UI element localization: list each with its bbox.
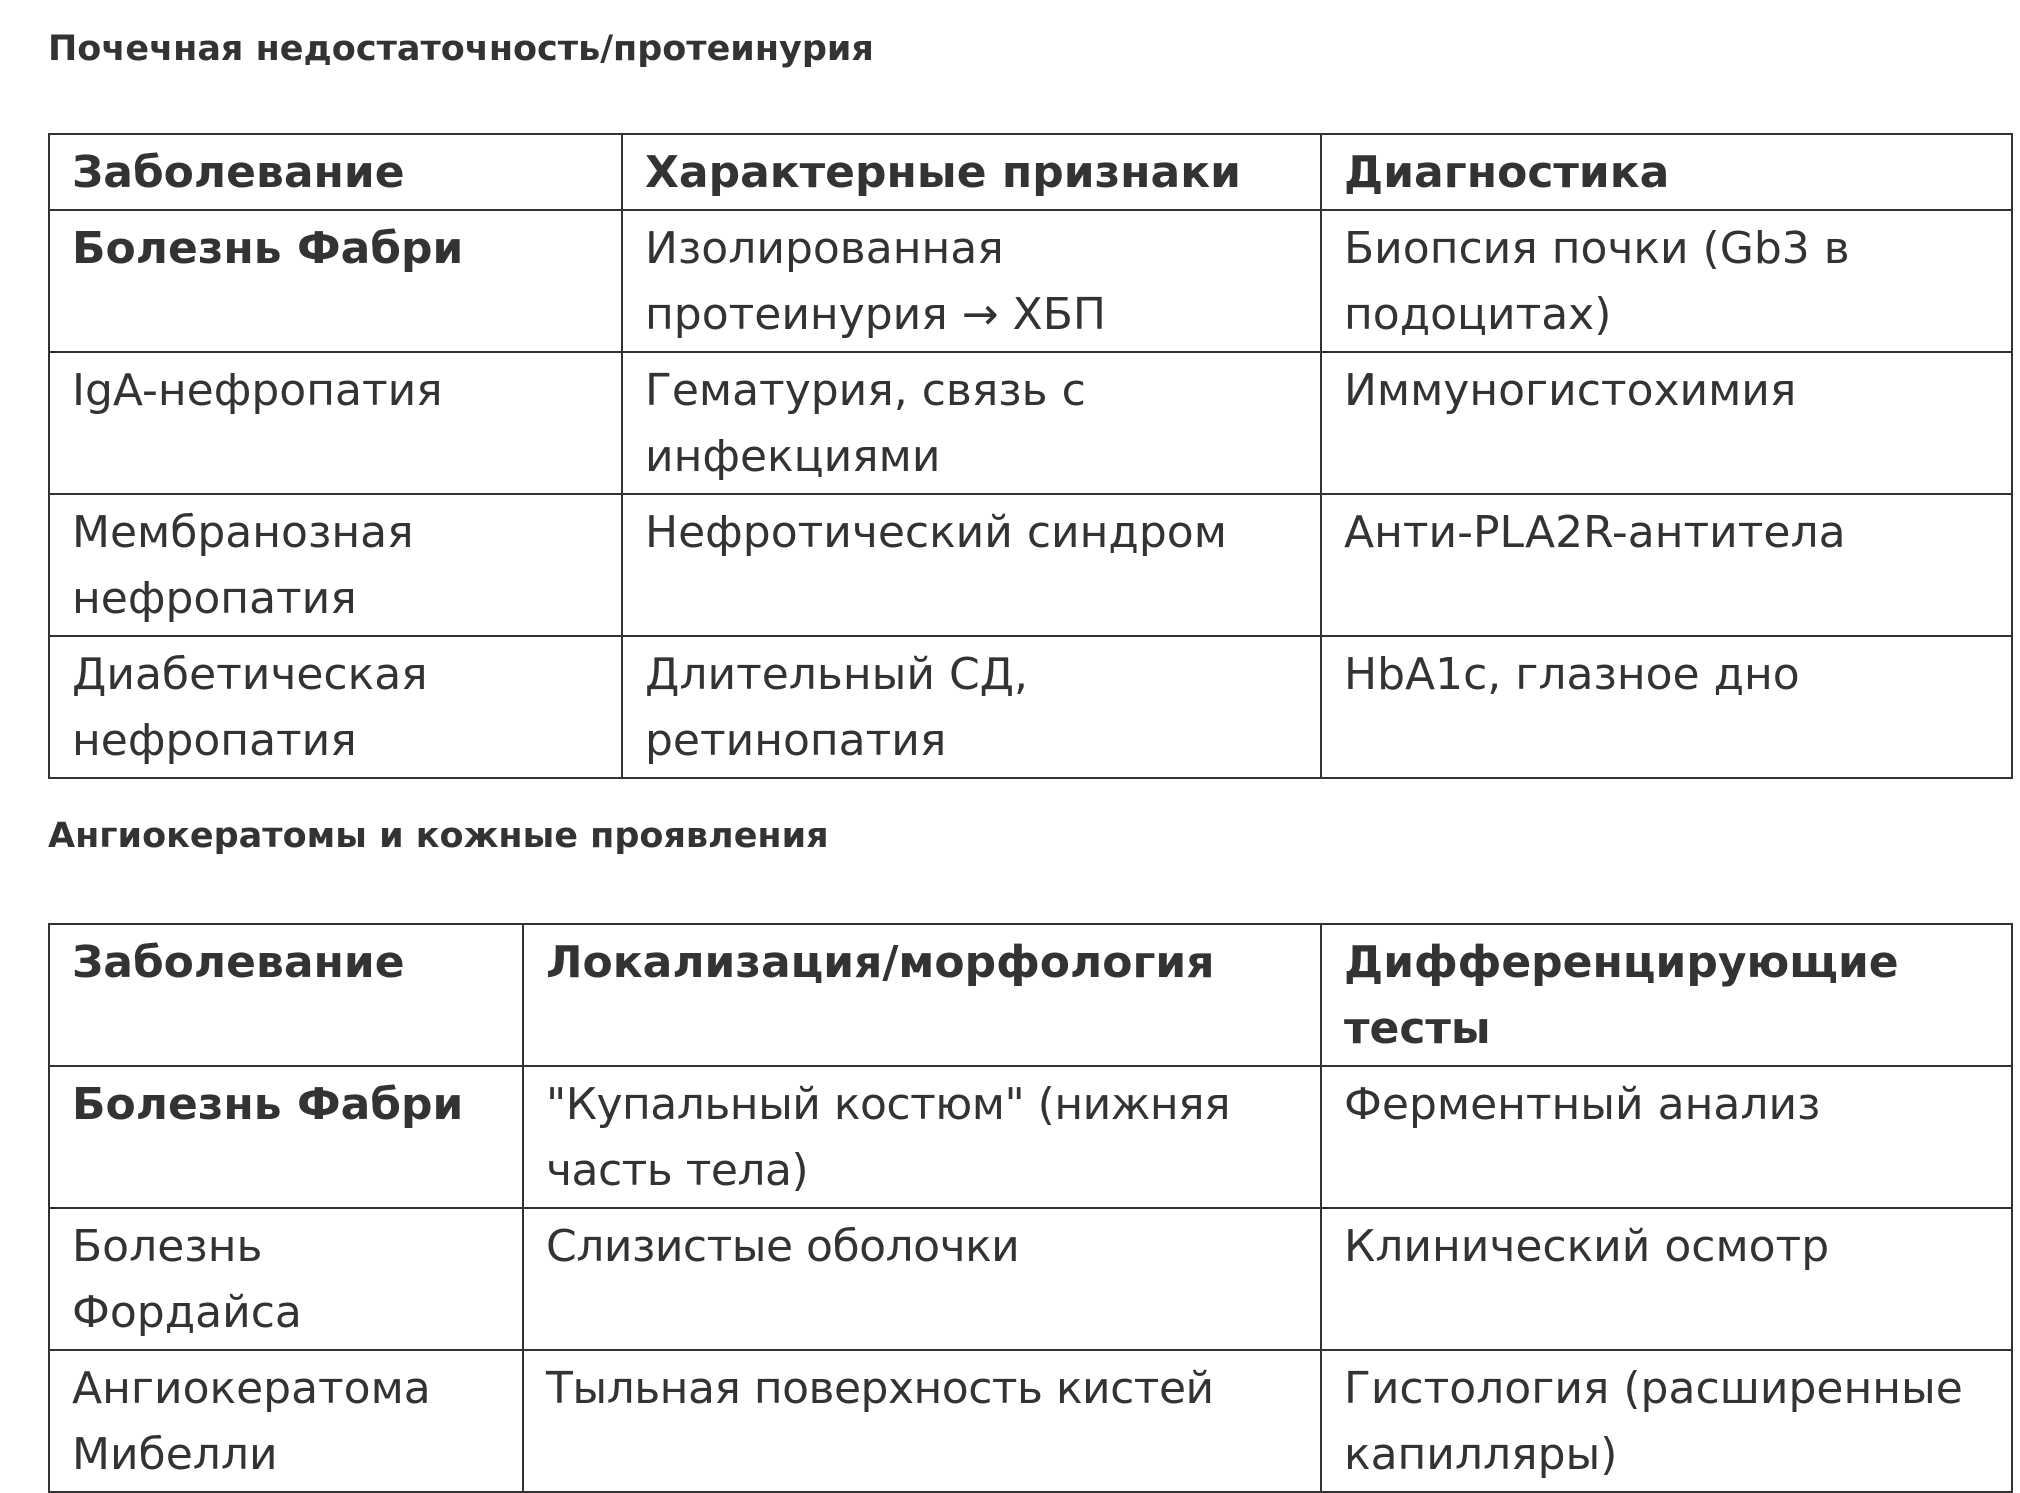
- column-header-localization: Локализация/морфология: [523, 924, 1321, 1066]
- table-row: [49, 352, 2012, 494]
- cell-diagnostics: Иммуногистохимия: [1321, 352, 2012, 494]
- table-header-row: [49, 924, 2012, 1066]
- cell-disease: Болезнь Фабри: [49, 1066, 523, 1208]
- column-header-features: Характерные признаки: [622, 134, 1321, 210]
- column-header-disease: Заболевание: [49, 924, 523, 1066]
- cell-diagnostics: HbA1c, глазное дно: [1321, 636, 2012, 778]
- table-row: [49, 1066, 2012, 1208]
- table-header-row: [49, 134, 2012, 210]
- cell-tests: Клинический осмотр: [1321, 1208, 2012, 1350]
- cell-localization: Тыльная поверхность кистей: [523, 1350, 1321, 1492]
- cell-features: Гематурия, связь с инфекциями: [622, 352, 1321, 494]
- cell-disease: Болезнь Фордайса: [49, 1208, 523, 1350]
- cell-localization: "Купальный костюм" (нижняя часть тела): [523, 1066, 1321, 1208]
- cell-diagnostics: Биопсия почки (Gb3 в подоцитах): [1321, 210, 2012, 352]
- section-title-skin: Ангиокератомы и кожные проявления: [48, 816, 829, 856]
- table-row: [49, 636, 2012, 778]
- cell-diagnostics: Анти-PLA2R-антитела: [1321, 494, 2012, 636]
- column-header-tests: Дифференцирующие тесты: [1321, 924, 2012, 1066]
- cell-disease: Ангиокератома Мибелли: [49, 1350, 523, 1492]
- table-row: [49, 494, 2012, 636]
- cell-tests: Гистология (расширенные капилляры): [1321, 1350, 2012, 1492]
- table-row: [49, 1208, 2012, 1350]
- cell-disease: Диабетическая нефропатия: [49, 636, 622, 778]
- cell-disease: Болезнь Фабри: [49, 210, 622, 352]
- cell-features: Изолированная протеинурия → ХБП: [622, 210, 1321, 352]
- skin-differential-table: [48, 923, 2013, 1493]
- column-header-disease: Заболевание: [49, 134, 622, 210]
- cell-disease: Мембранозная нефропатия: [49, 494, 622, 636]
- table-row: [49, 210, 2012, 352]
- column-header-diagnostics: Диагностика: [1321, 134, 2012, 210]
- cell-features: Длительный СД, ретинопатия: [622, 636, 1321, 778]
- renal-differential-table: [48, 133, 2013, 779]
- section-title-renal: Почечная недостаточность/протеинурия: [48, 29, 874, 69]
- table-row: [49, 1350, 2012, 1492]
- cell-tests: Ферментный анализ: [1321, 1066, 2012, 1208]
- cell-localization: Слизистые оболочки: [523, 1208, 1321, 1350]
- cell-features: Нефротический синдром: [622, 494, 1321, 636]
- cell-disease: IgA-нефропатия: [49, 352, 622, 494]
